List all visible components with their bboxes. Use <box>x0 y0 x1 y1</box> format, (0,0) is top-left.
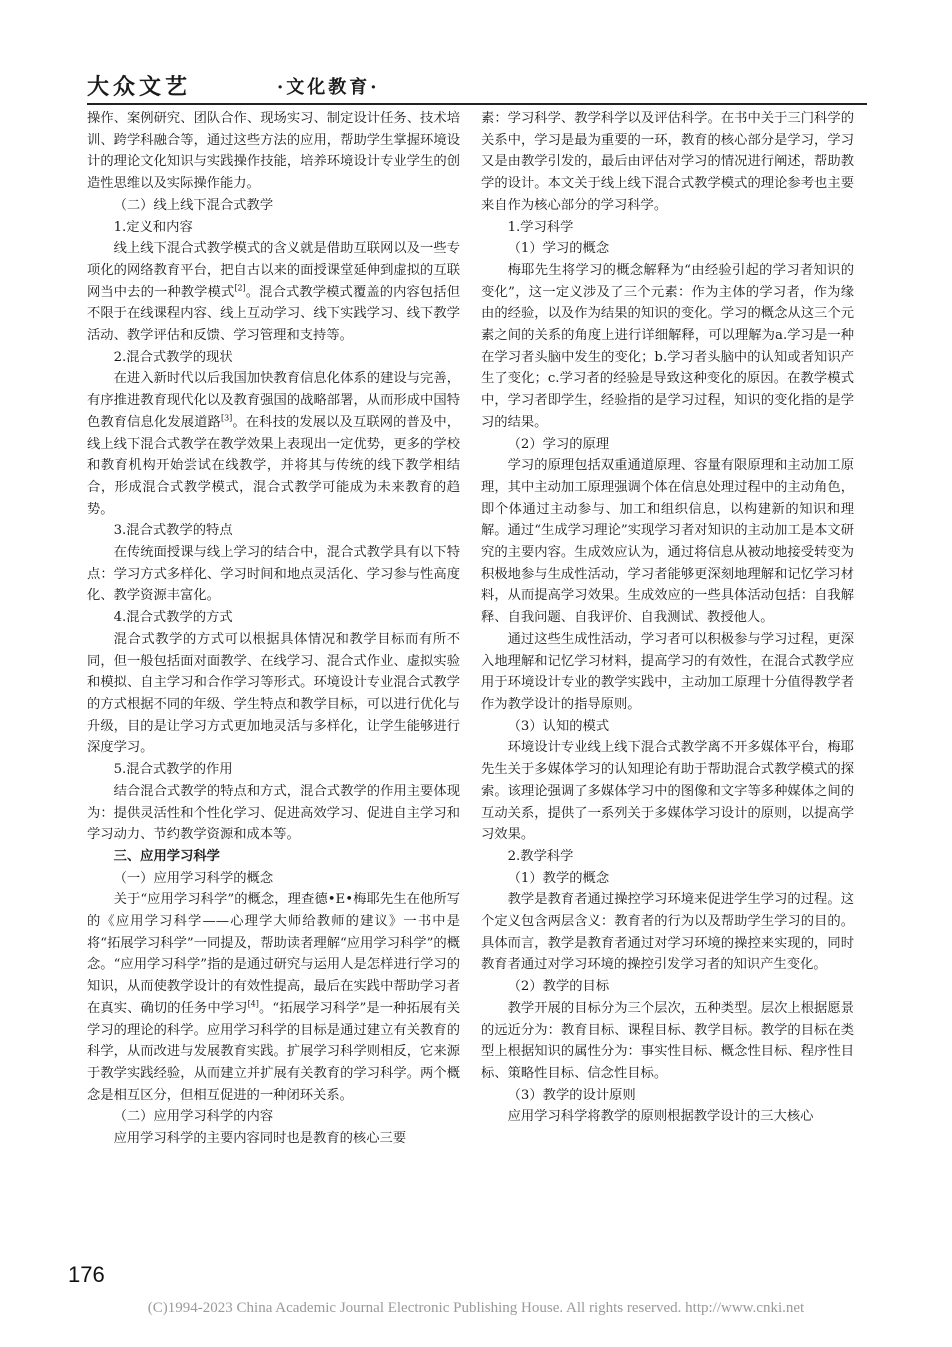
paragraph: 教学是教育者通过操控学习环境来促进学生学习的过程。这个定义包含两层含义：教育者的行为以及帮助学生学习的目的。具体而言，教学是教育者通过对学习环境的操控来实现的，同时教育者通过对学习环境的操控引发学习者的知识产生变化。 <box>481 892 854 973</box>
paragraph: 操作、案例研究、团队合作、现场实习、制定设计任务、技术培训、跨学科融合等，通过这些方法的应用，帮助学生掌握环境设计的理论文化知识与实践操作技能，培养环境设计专业学生的创造性思维以及实际操作能力。 <box>87 111 460 192</box>
subsection-heading: 2.教学科学 <box>507 848 574 864</box>
subsection-heading: 3.混合式教学的特点 <box>113 523 233 539</box>
subsection-heading: 2.混合式教学的现状 <box>113 349 233 365</box>
paragraph: 通过这些生成性活动，学习者可以积极参与学习过程，更深入地理解和记忆学习材料，提高学习的有效性，在混合式教学应用于环境设计专业的教学实践中，主动加工原理十分值得教学者作为教学设计的指导原则。 <box>481 631 854 712</box>
subsection-heading: （3）认知的模式 <box>507 718 610 734</box>
page-number: 176 <box>68 1262 105 1287</box>
paragraph: 学习的原理包括双重通道原理、容量有限原理和主动加工原理，其中主动加工原理强调个体在信息处理过程中的主动角色，即个体通过主动参与、加工和组织信息，以构建新的知识和理解。通过“生成学习理论”实现学习者对知识的主动加工是本文研究的主要内容。生成效应认为，通过将信息从被动地接受转变为积极地参与生成性活动，学习者能够更深刻地理解和记忆学习材料，从而提高学习效果。生成效应的一些具体活动包括：自我解释、自我问题、自我评价、自我测试、教授他人。 <box>481 458 854 626</box>
subsection-heading: （2）学习的原理 <box>507 436 610 452</box>
subsection-heading: 4.混合式教学的方式 <box>113 610 233 626</box>
header-rule <box>87 103 867 105</box>
subsection-heading: 5.混合式教学的作用 <box>113 762 233 778</box>
section-heading: 三、应用学习科学 <box>113 848 220 864</box>
citation-ref[interactable]: [2] <box>234 283 246 293</box>
paragraph: 在传统面授课与线上学习的结合中，混合式教学具有以下特点：学习方式多样化、学习时间和地点灵活化、学习参与性高度化、教学资源丰富化。 <box>87 545 460 604</box>
citation-ref[interactable]: [4] <box>247 999 259 1009</box>
paragraph: 在进入新时代以后我国加快教育信息化体系的建设与完善，有序推进教育现代化以及教育强国的战略部署，从而形成中国特色教育信息化发展道路[3]。在科技的发展以及互联网的普及中，线上线下混合式教学在教学效果上表现出一定优势，更多的学校和教育机构开始尝试在线教学，并将其与传统的线下教学相结合，形成混合式教学模式，混合式教学可能成为未来教育的趋势。 <box>87 371 461 517</box>
subsection-heading: （2）教学的目标 <box>507 979 610 995</box>
right-column <box>481 108 854 1128</box>
paragraph: 素：学习科学、教学科学以及评估科学。在书中关于三门科学的关系中，学习是最为重要的一环，教育的核心部分是学习，学习又是由教学引发的，最后由评估对学习的情况进行阐述，帮助教学的设计。本文关于线上线下混合式教学模式的理论参考也主要来自作为核心部分的学习科学。 <box>481 111 854 213</box>
subsection-heading: （1）学习的概念 <box>507 241 610 257</box>
subsection-heading: 1.学习科学 <box>507 219 574 235</box>
paragraph: 梅耶先生将学习的概念解释为“由经验引起的学习者知识的变化”，这一定义涉及了三个元素：作为主体的学习者，作为缘由的经验，以及作为结果的知识的变化。学习的概念从这三个元素之间的关系的角度上进行详细解释，可以理解为a.学习是一种在学习者头脑中发生的变化；b.学习者头脑中的认知或者知识产生了变化；c.学习者的经验是导致这种变化的原因。在教学模式中，学习者即学生，经验指的是学习过程，知识的变化指的是学习的结果。 <box>481 262 854 430</box>
paragraph: 关于“应用学习科学”的概念，理查德•E•梅耶先生在他所写的《应用学习科学——心理学大师给教师的建议》一书中是将“拓展学习科学”一同提及，帮助读者理解“应用学习科学”的概念。“应用学习科学”指的是通过研究与运用人是怎样进行学习的知识，从而使教学设计的有效性提高，最后在实践中帮助学习者在真实、确切的任务中学习[4]。“拓展学习科学”是一种拓展有关学习的理论的科学。应用学习科学的目标是通过建立有关教育的科学，从而改进与发展教育实践。扩展学习科学则相反，它来源于教学实践经验，从而建立并扩展有关教育的学习科学。两个概念是相互区分，但相互促进的一种闭环关系。 <box>87 892 460 1103</box>
subsection-heading: （二）线上线下混合式教学 <box>113 197 274 213</box>
left-column <box>87 108 460 1150</box>
citation-ref[interactable]: [3] <box>220 413 233 423</box>
subsection-heading: （一）应用学习科学的概念 <box>113 870 274 886</box>
copyright-footer: (C)1994-2023 China Academic Journal Electronic Publishing House. All rights reserved. http://www.cnki.net <box>147 1300 805 1316</box>
subsection-heading: （二）应用学习科学的内容 <box>113 1109 274 1125</box>
subsection-heading: （3）教学的设计原则 <box>507 1087 636 1103</box>
paragraph: 应用学习科学的主要内容同时也是教育的核心三要 <box>113 1131 407 1147</box>
subsection-heading: （1）教学的概念 <box>507 870 610 886</box>
subsection-heading: 1.定义和内容 <box>113 219 193 235</box>
paragraph: 应用学习科学将教学的原则根据教学设计的三大核心 <box>507 1109 814 1125</box>
paragraph: 混合式教学的方式可以根据具体情况和教学目标而有所不同，但一般包括面对面教学、在线学习、混合式作业、虚拟实验和模拟、自主学习和合作学习等形式。环境设计专业混合式教学的方式根据不同的年级、学生特点和教学目标，可以进行优化与升级，目的是让学习方式更加地灵活与多样化，让学生能够进行深度学习。 <box>87 631 460 756</box>
page-header <box>87 70 867 104</box>
paragraph: 线上线下混合式教学模式的含义就是借助互联网以及一些专项化的网络教育平台，把自古以来的面授课堂延伸到虚拟的互联网当中去的一种教学模式[2]。混合式教学模式覆盖的内容包括但不限于在线课程内容、线上互动学习、线下实践学习、线下教学活动、教学评估和反馈、学习管理和支持等。 <box>87 241 461 344</box>
section-title: ·文化教育· <box>277 77 380 98</box>
paragraph: 环境设计专业线上线下混合式教学离不开多媒体平台，梅耶先生关于多媒体学习的认知理论有助于帮助混合式教学模式的探索。该理论强调了多媒体学习中的图像和文字等多种媒体之间的互动关系，提供了一系列关于多媒体学习设计的原则，以提高学习效果。 <box>481 740 854 843</box>
paragraph: 结合混合式教学的特点和方式，混合式教学的作用主要体现为：提供灵活性和个性化学习、促进高效学习、促进自主学习和学习动力、节约教学资源和成本等。 <box>87 783 460 843</box>
paragraph: 教学开展的目标分为三个层次，五种类型。层次上根据愿景的远近分为：教育目标、课程目标、教学目标。教学的目标在类型上根据知识的属性分为：事实性目标、概念性目标、程序性目标、策略性目标、信念性目标。 <box>481 1000 854 1081</box>
magazine-title: 大众文艺 <box>87 74 192 100</box>
